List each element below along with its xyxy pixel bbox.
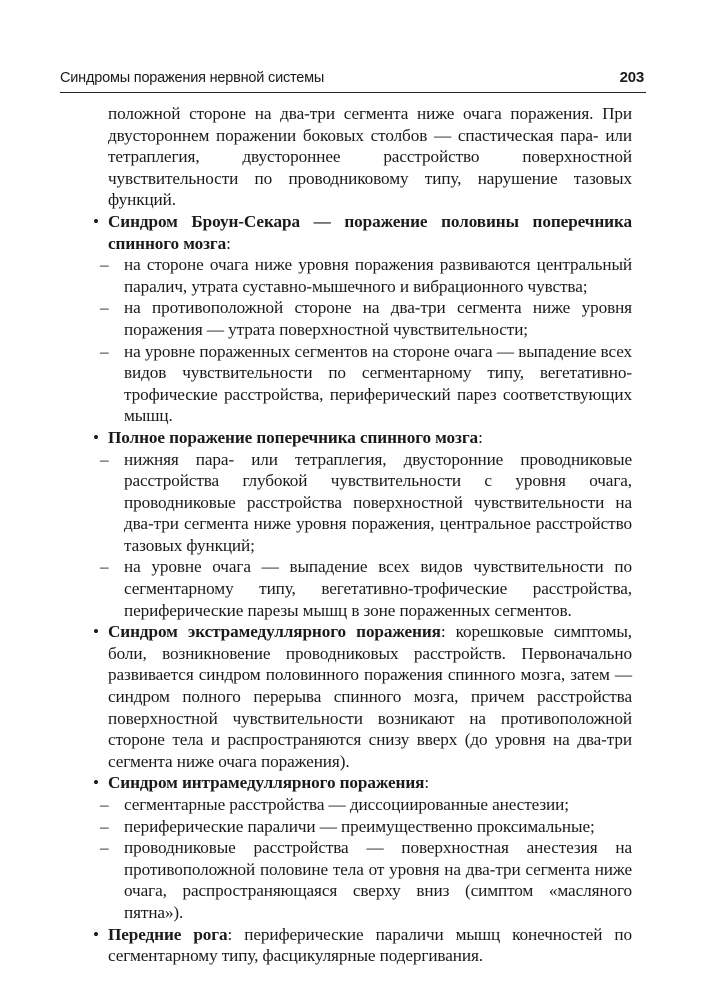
sub-item-text: сегментарные расстройства — диссоциированные анестезии; bbox=[124, 795, 569, 814]
bullet-marker: • bbox=[93, 924, 99, 944]
dash-marker: – bbox=[100, 838, 109, 858]
section-lead bbox=[108, 427, 632, 449]
section-title: Синдром интрамедуллярного поражения bbox=[108, 773, 425, 793]
sub-item bbox=[96, 254, 632, 297]
section-lead bbox=[108, 924, 632, 967]
continuation-paragraph: положной стороне на два-три сегмента ниже очага поражения. При двустороннем поражении боковых столбов — спастическая пара- или тетраплегия, двустороннее расстройство поверхностной чувствительности по проводниковому типу, нарушение тазовых функций. bbox=[108, 104, 632, 210]
dash-marker: – bbox=[100, 341, 109, 361]
section-item bbox=[93, 772, 632, 794]
section-title: Синдром экстрамедуллярного поражения bbox=[108, 622, 441, 642]
dash-marker: – bbox=[100, 816, 109, 836]
dash-marker: – bbox=[100, 449, 109, 469]
section-item bbox=[93, 427, 632, 449]
section-item bbox=[93, 621, 632, 772]
sub-item-text: на противоположной стороне на два-три сегмента ниже уровня поражения — утрата поверхностной чувствительности; bbox=[124, 298, 632, 339]
sub-item-text: периферические параличи — преимущественно проксимальные; bbox=[124, 816, 595, 836]
section-title-suffix: : bbox=[478, 427, 483, 447]
running-header bbox=[60, 66, 646, 90]
header-rule bbox=[60, 92, 646, 93]
sub-item bbox=[96, 837, 632, 923]
sub-item bbox=[96, 816, 632, 838]
section-title: Синдром Броун-Секара — поражение половины поперечника спинного мозга bbox=[108, 211, 632, 253]
sub-item bbox=[96, 794, 632, 816]
running-header-title: Синдромы поражения нервной системы bbox=[60, 70, 325, 86]
bullet-marker: • bbox=[93, 622, 99, 642]
section-lead bbox=[108, 772, 632, 794]
section-title: Полное поражение поперечника спинного мозга bbox=[108, 427, 479, 447]
section-title-suffix: : bbox=[226, 233, 231, 253]
sub-item-text: нижняя пара- или тетраплегия, двусторонние проводниковые расстройства глубокой чувствительности с уровня очага, проводниковые расстройства поверхностной чувствительности на два-три сегмента ниже уровня поражения, центральное расстройство тазовых функций; bbox=[124, 449, 632, 555]
bullet-marker: • bbox=[93, 211, 99, 231]
section-title-suffix: : bbox=[227, 924, 233, 944]
bullet-marker: • bbox=[93, 427, 99, 447]
section-lead bbox=[108, 621, 632, 772]
section-title: Передние рога bbox=[108, 924, 228, 944]
sub-item-text: на уровне очага — выпадение всех видов чувствительности по сегментарному типу, вегетативно-трофические расстройства, периферические парезы мышц в зоне пораженных сегментов. bbox=[124, 557, 632, 620]
dash-marker: – bbox=[100, 298, 109, 318]
section-title-suffix: : bbox=[440, 622, 446, 642]
sub-item-text: на уровне пораженных сегментов на стороне очага — выпадение всех видов чувствительности по сегментарному типу, вегетативно-трофические расстройства, периферический парез соответствующих мышц. bbox=[124, 341, 632, 426]
dash-marker: – bbox=[100, 795, 109, 814]
sub-item bbox=[96, 341, 632, 427]
sub-item-text: на стороне очага ниже уровня поражения развиваются центральный паралич, утрата суставно-мышечного и вибрационного чувства; bbox=[124, 255, 632, 296]
sub-item-text: проводниковые расстройства — поверхностная анестезия на противоположной половине тела от уровня на два-три сегмента ниже очага, распространяющаяся сверху вниз (симптом «масляного пятна»). bbox=[124, 838, 632, 922]
sub-item bbox=[96, 556, 632, 621]
sub-item bbox=[96, 449, 632, 557]
dash-marker: – bbox=[100, 557, 109, 577]
section-item bbox=[93, 924, 632, 967]
bullet-marker: • bbox=[93, 773, 99, 793]
page-body bbox=[93, 103, 632, 967]
section-title-suffix: : bbox=[424, 773, 430, 793]
section-item bbox=[93, 211, 632, 254]
section-body: корешковые симптомы, боли, возникновение проводниковых расстройств. Первоначально развивается синдром половинного поражения спинного мозга, затем — синдром полного перерыва спинного мозга, причем расстройства поверхностной чувствительности возникают на противоположной стороне тела и распространяются снизу вверх (до уровня на два-три сегмента ниже очага поражения). bbox=[108, 622, 632, 771]
dash-marker: – bbox=[100, 255, 109, 275]
sub-item bbox=[96, 297, 632, 340]
section-body: периферические параличи мышц конечностей по сегментарному типу, фасцикулярные подергивания. bbox=[108, 924, 632, 966]
section-lead bbox=[108, 211, 632, 254]
page-number: 203 bbox=[619, 69, 644, 86]
